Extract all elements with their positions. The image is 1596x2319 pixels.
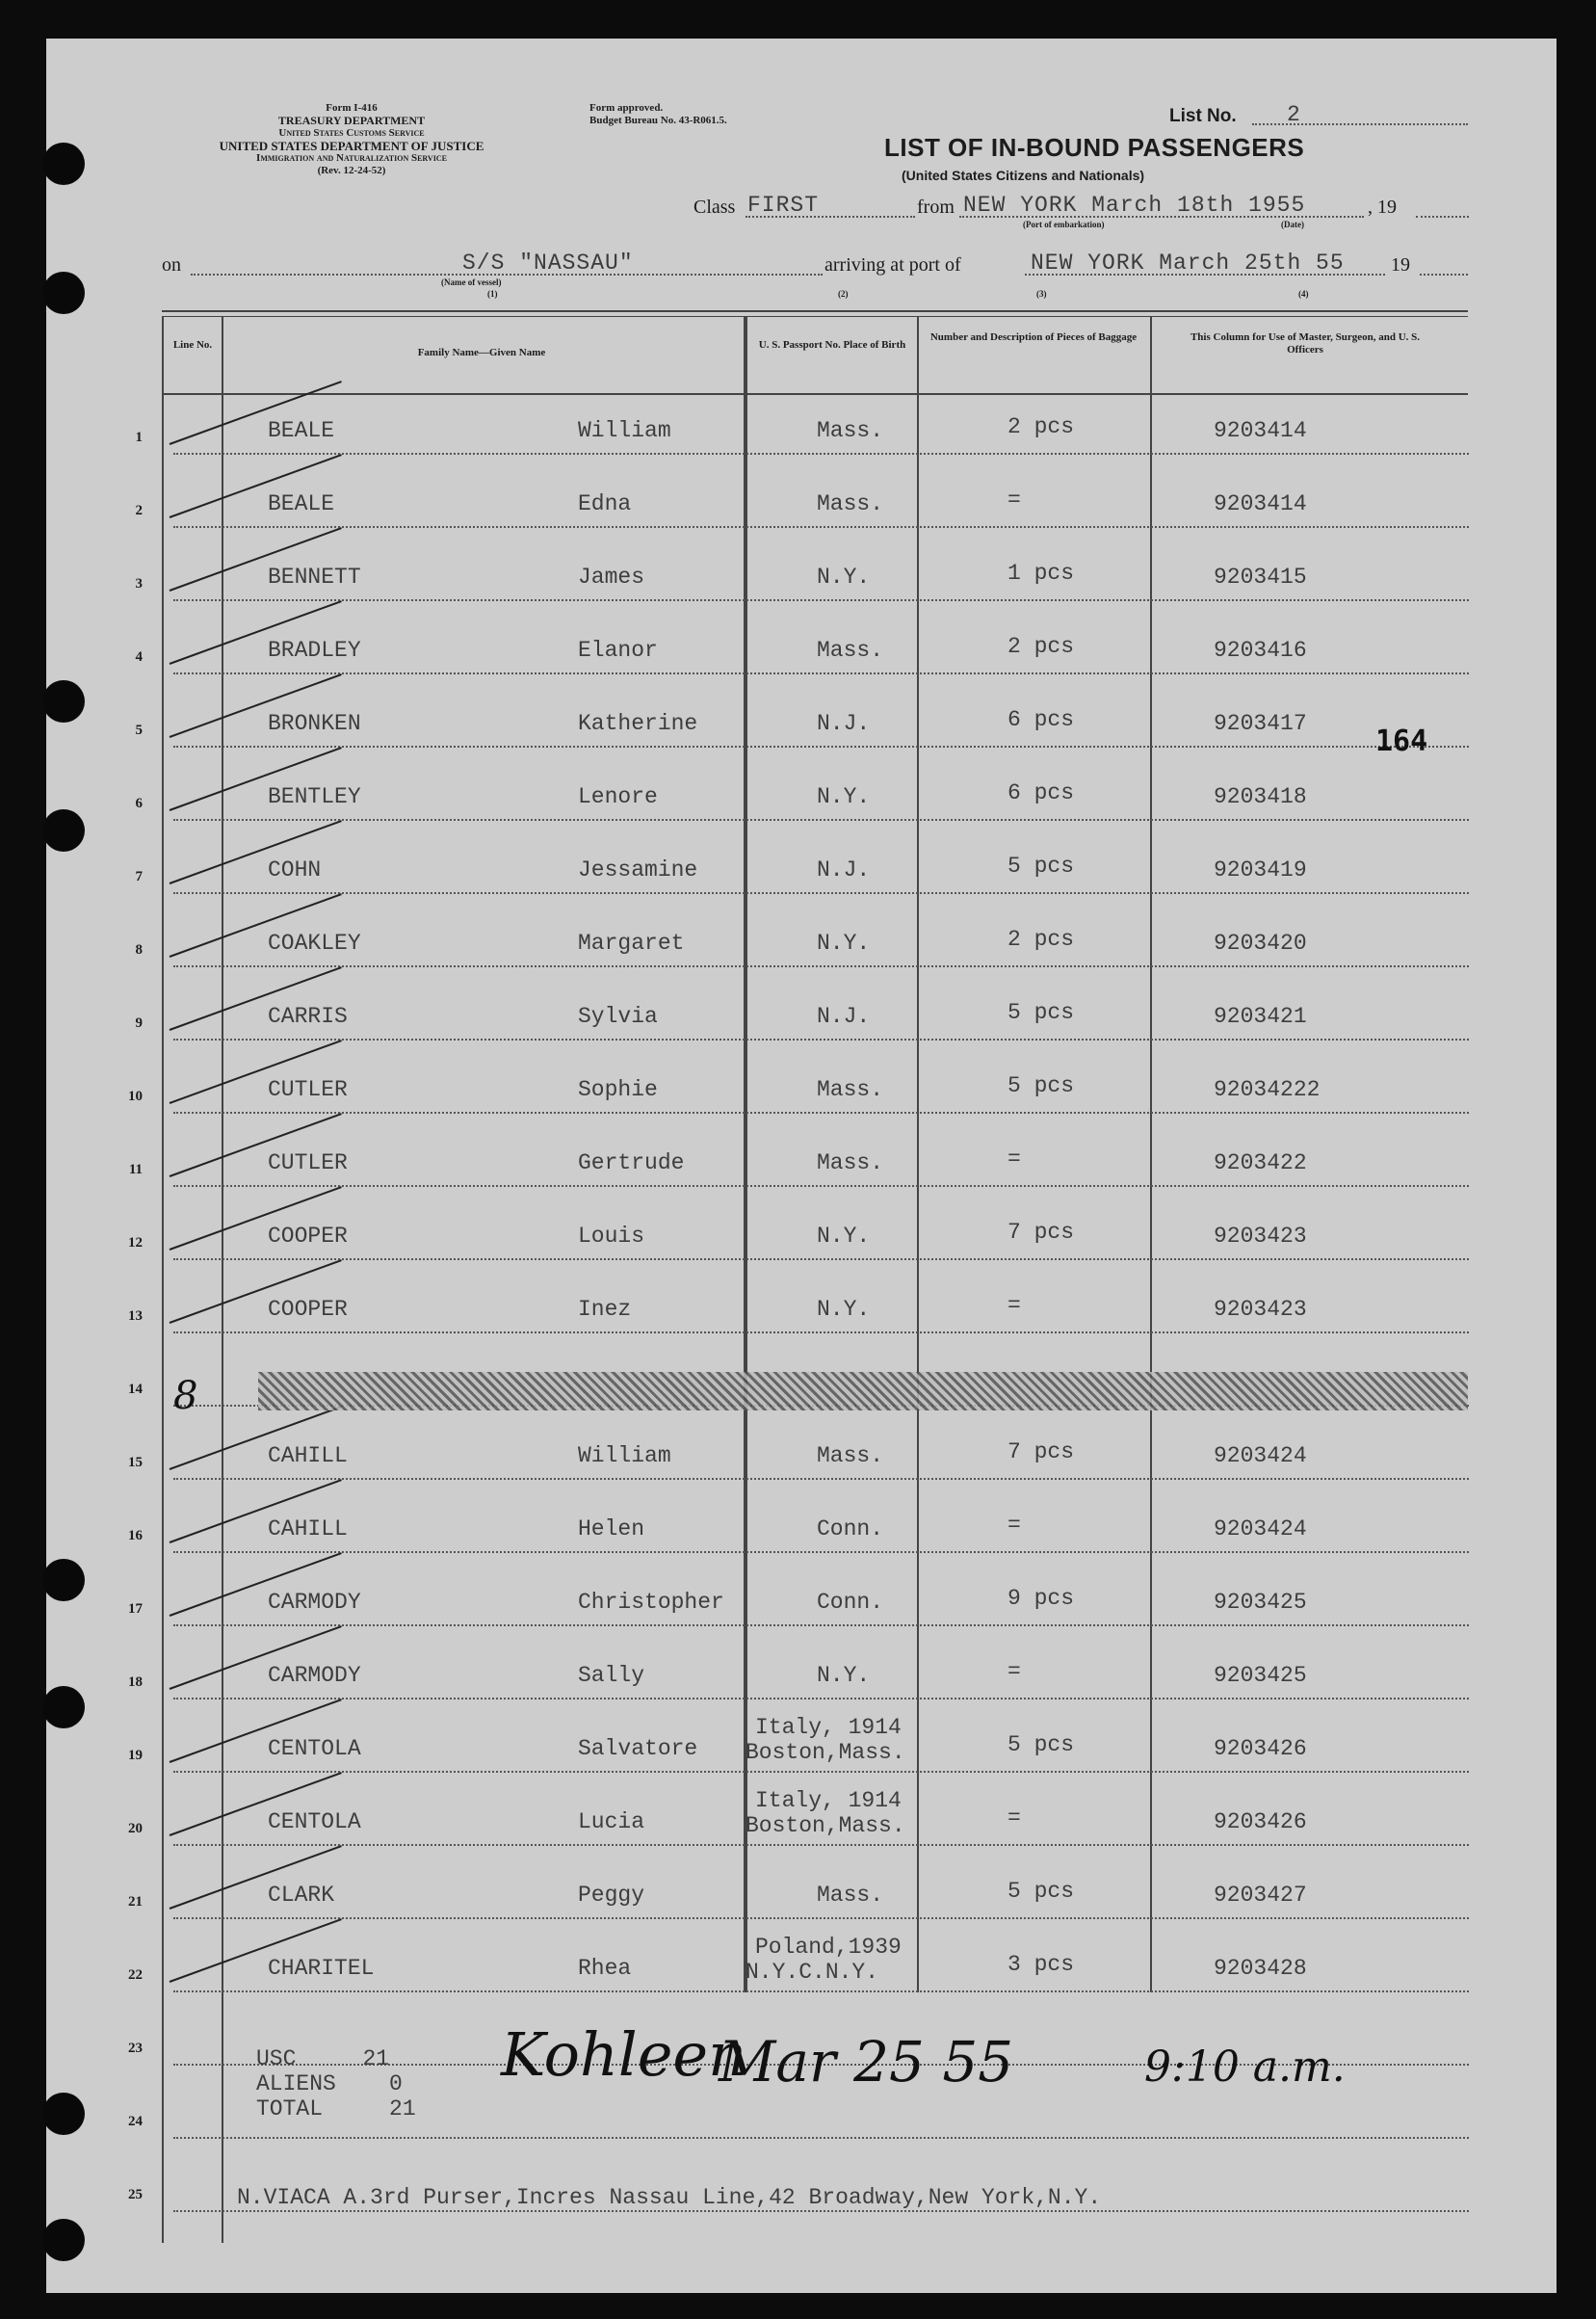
officer-number: 9203424 (1214, 1516, 1307, 1542)
table-row (0, 1197, 1510, 1270)
birth-place: N.Y. (817, 1663, 871, 1688)
birth-place: Italy, 1914 (755, 1715, 902, 1740)
row-rule (173, 1990, 1469, 1992)
given-name: Edna (578, 491, 632, 516)
baggage: 6 pcs (1007, 707, 1075, 732)
birth-place-2: Boston,Mass. (746, 1740, 905, 1765)
birth-place: Mass. (817, 1077, 884, 1102)
baggage: = (1007, 1146, 1021, 1172)
stamp-time: 9:10 a.m. (1144, 2042, 1346, 2092)
baggage: = (1007, 1659, 1021, 1684)
line-number: 22 (128, 1967, 143, 1983)
year-suffix-2: 19 (1391, 254, 1410, 276)
table-row (0, 1929, 1510, 2002)
birth-place: N.Y. (817, 565, 871, 590)
baggage: 5 pcs (1007, 1000, 1075, 1025)
line-number: 1 (135, 430, 143, 445)
birth-place: Italy, 1914 (755, 1788, 902, 1813)
officer-number: 9203423 (1214, 1224, 1307, 1249)
baggage: 9 pcs (1007, 1586, 1075, 1611)
birth-place: N.J. (817, 711, 871, 736)
line-number: 19 (128, 1748, 143, 1763)
table-row (0, 391, 1510, 464)
row-rule (173, 2137, 1469, 2139)
table-row (0, 611, 1510, 684)
stamp-date: Mar 25 55 (719, 2029, 1014, 2095)
baggage: 2 pcs (1007, 927, 1075, 952)
family-name: COOPER (268, 1297, 348, 1322)
given-name: Christopher (578, 1590, 724, 1615)
line-number: 11 (128, 1162, 143, 1177)
officer-number: 9203418 (1214, 784, 1307, 809)
col-header-officers: This Column for Use of Master, Surgeon, and U. S. Officers (1190, 331, 1421, 356)
family-name: BEALE (268, 491, 335, 516)
row-rule (173, 1112, 1469, 1114)
family-name: COAKLEY (268, 931, 361, 956)
col4-caption: (4) (1298, 289, 1309, 299)
given-name: Sally (578, 1663, 645, 1688)
officer-number: 92034222 (1214, 1077, 1321, 1102)
birth-place: N.Y. (817, 784, 871, 809)
officer-number: 9203415 (1214, 565, 1307, 590)
treasury-label: TREASURY DEPARTMENT (277, 114, 426, 127)
family-name: CHARITEL (268, 1956, 375, 1981)
family-name: CENTOLA (268, 1736, 361, 1761)
form-number: Form I-416 (326, 102, 378, 114)
row14-mark: 8 (173, 1374, 198, 1418)
given-name: James (578, 565, 645, 590)
baggage: 5 pcs (1007, 1073, 1075, 1098)
table-row (0, 1270, 1510, 1343)
line-number: 20 (128, 1821, 143, 1836)
date-caption: (Date) (1281, 220, 1304, 229)
rev-label: (Rev. 12-24-52) (317, 165, 386, 176)
class-label: Class (693, 197, 736, 218)
family-name: CLARK (268, 1883, 335, 1908)
table-row (0, 1636, 1510, 1709)
form-header-left (154, 102, 549, 177)
on-label: on (162, 254, 181, 276)
family-name: CARMODY (268, 1590, 361, 1615)
col-header-line: Line No. (172, 339, 213, 351)
row-rule (173, 1258, 1469, 1260)
officer-number: 9203423 (1214, 1297, 1307, 1322)
birth-place-2: Boston,Mass. (746, 1813, 905, 1838)
year-line (1416, 216, 1469, 218)
list-number-value: 2 (1287, 102, 1301, 127)
officer-number: 9203422 (1214, 1150, 1307, 1175)
birth-place: Conn. (817, 1516, 884, 1542)
line-number: 5 (135, 723, 143, 738)
row-rule (173, 1917, 1469, 1919)
given-name: Louis (578, 1224, 645, 1249)
row-rule (173, 1551, 1469, 1553)
line-number: 14 (128, 1382, 143, 1397)
officer-number: 9203425 (1214, 1590, 1307, 1615)
row-rule (173, 1478, 1469, 1480)
line-number: 18 (128, 1674, 143, 1690)
table-row (0, 757, 1510, 830)
struck-out-row (258, 1372, 1468, 1410)
col1-caption: (1) (487, 289, 498, 299)
arriving-label: arriving at port of (824, 254, 961, 276)
officer-number: 9203419 (1214, 857, 1307, 883)
family-name: COOPER (268, 1224, 348, 1249)
given-name: Jessamine (578, 857, 698, 883)
family-name: COHN (268, 857, 322, 883)
total-all: TOTAL 21 (256, 2096, 416, 2121)
baggage: 7 pcs (1007, 1439, 1075, 1464)
row-rule (173, 965, 1469, 967)
family-name: CUTLER (268, 1150, 348, 1175)
birth-place-2: N.Y.C.N.Y. (746, 1960, 879, 1985)
officer-number: 9203414 (1214, 418, 1307, 443)
row-rule (173, 1698, 1469, 1700)
page-title: LIST OF IN-BOUND PASSENGERS (884, 133, 1305, 162)
table-row (0, 1416, 1510, 1489)
given-name: William (578, 418, 671, 443)
table-row (0, 538, 1510, 611)
totals-block (256, 2046, 416, 2121)
officer-number: 9203427 (1214, 1883, 1307, 1908)
total-usc: USC 21 (256, 2046, 390, 2071)
row-rule (173, 746, 1469, 748)
line-number: 2 (135, 503, 143, 518)
officer-number: 9203414 (1214, 491, 1307, 516)
class-value: FIRST (747, 193, 820, 218)
family-name: CARRIS (268, 1004, 348, 1029)
line-number: 9 (135, 1015, 143, 1031)
baggage: 5 pcs (1007, 854, 1075, 879)
table-row (0, 830, 1510, 904)
given-name: Sylvia (578, 1004, 658, 1029)
table-row (0, 1709, 1510, 1782)
row-rule (173, 453, 1469, 455)
family-name: BEALE (268, 418, 335, 443)
baggage: 1 pcs (1007, 561, 1075, 586)
line-number: 6 (135, 796, 143, 811)
baggage: = (1007, 1513, 1021, 1538)
birth-place: Mass. (817, 1150, 884, 1175)
port-embark-caption: (Port of embarkation) (1023, 220, 1105, 229)
birth-place: Mass. (817, 1443, 884, 1468)
officer-number: 9203426 (1214, 1736, 1307, 1761)
table-top-rule-2 (162, 316, 1468, 317)
officer-number: 9203417 (1214, 711, 1307, 736)
birth-place: Mass. (817, 491, 884, 516)
table-row (0, 684, 1510, 757)
line-number: 13 (128, 1308, 143, 1324)
vessel-caption: (Name of vessel) (441, 277, 502, 287)
col-header-baggage: Number and Description of Pieces of Baggage (929, 331, 1138, 343)
from-label: from (917, 197, 955, 218)
officer-number: 9203425 (1214, 1663, 1307, 1688)
table-row (0, 1123, 1510, 1197)
year-suffix: , 19 (1368, 197, 1397, 218)
given-name: Helen (578, 1516, 645, 1542)
line-number: 17 (128, 1601, 143, 1617)
officer-number: 9203416 (1214, 638, 1307, 663)
baggage: 2 pcs (1007, 634, 1075, 659)
table-row (0, 904, 1510, 977)
birth-place: Conn. (817, 1590, 884, 1615)
officer-number: 9203421 (1214, 1004, 1307, 1029)
baggage: = (1007, 1293, 1021, 1318)
row-rule (173, 1771, 1469, 1773)
row-rule (173, 599, 1469, 601)
officer-number: 9203426 (1214, 1809, 1307, 1834)
table-row (0, 464, 1510, 538)
col3-caption: (3) (1036, 289, 1047, 299)
line-number: 16 (128, 1528, 143, 1543)
baggage: 3 pcs (1007, 1952, 1075, 1977)
form-approved: Form approved. Budget Bureau No. 43-R061.5. (589, 102, 727, 126)
given-name: Inez (578, 1297, 632, 1322)
row-rule (173, 672, 1469, 674)
row-rule (173, 1039, 1469, 1041)
line-number: 12 (128, 1235, 143, 1251)
purser-line: N.VIACA A.3rd Purser,Incres Nassau Line,42 Broadway,New York,N.Y. (237, 2185, 1102, 2210)
birth-place: N.J. (817, 1004, 871, 1029)
line-number: 21 (128, 1894, 143, 1910)
family-name: CUTLER (268, 1077, 348, 1102)
table-row (0, 1489, 1510, 1563)
birth-place: N.Y. (817, 1224, 871, 1249)
birth-place: Mass. (817, 418, 884, 443)
row-rule (173, 1844, 1469, 1846)
given-name: Lenore (578, 784, 658, 809)
row-rule (173, 1624, 1469, 1626)
table-row (0, 1563, 1510, 1636)
baggage: 7 pcs (1007, 1220, 1075, 1245)
line-number: 25 (128, 2187, 143, 2202)
total-aliens: ALIENS 0 (256, 2071, 403, 2096)
birth-place: N.Y. (817, 1297, 871, 1322)
table-row (0, 1782, 1510, 1856)
row-rule (173, 1331, 1469, 1333)
officer-number: 9203428 (1214, 1956, 1307, 1981)
from-value: NEW YORK March 18th 1955 (963, 193, 1306, 218)
given-name: Gertrude (578, 1150, 685, 1175)
row-rule (173, 819, 1469, 821)
signature: Kohleen (501, 2019, 747, 2090)
baggage: 5 pcs (1007, 1879, 1075, 1904)
vessel-value: S/S "NASSAU" (462, 250, 634, 276)
arriving-value: NEW YORK March 25th 55 (1031, 250, 1345, 276)
binder-hole (42, 143, 85, 185)
binder-hole (42, 272, 85, 314)
given-name: Margaret (578, 931, 685, 956)
line-number: 10 (128, 1089, 143, 1104)
binder-hole (42, 2219, 85, 2261)
family-name: BENTLEY (268, 784, 361, 809)
row-rule (173, 892, 1469, 894)
page-subtitle: (United States Citizens and Nationals) (902, 168, 1145, 183)
given-name: Peggy (578, 1883, 645, 1908)
birth-place: N.J. (817, 857, 871, 883)
table-top-rule (162, 310, 1468, 312)
family-name: CAHILL (268, 1516, 348, 1542)
birth-place: Poland,1939 (755, 1935, 902, 1960)
year-line-2 (1420, 274, 1468, 276)
ins-label: Immigration and Naturalization Service (256, 152, 447, 164)
line-number: 15 (128, 1455, 143, 1470)
birth-place: Mass. (817, 1883, 884, 1908)
given-name: Salvatore (578, 1736, 698, 1761)
family-name: CENTOLA (268, 1809, 361, 1834)
page-number: 164 (1375, 725, 1428, 758)
list-number-line (1252, 123, 1468, 125)
row-rule (173, 1185, 1469, 1187)
given-name: Sophie (578, 1077, 658, 1102)
baggage: = (1007, 1805, 1021, 1831)
table-row (0, 1856, 1510, 1929)
given-name: Katherine (578, 711, 698, 736)
given-name: William (578, 1443, 671, 1468)
row-rule (173, 2210, 1469, 2212)
family-name: BRONKEN (268, 711, 361, 736)
baggage: 5 pcs (1007, 1732, 1075, 1757)
officer-number: 9203424 (1214, 1443, 1307, 1468)
family-name: CAHILL (268, 1443, 348, 1468)
col-header-passport: U. S. Passport No. Place of Birth (758, 339, 906, 351)
birth-place: N.Y. (817, 931, 871, 956)
given-name: Rhea (578, 1956, 632, 1981)
line-number: 8 (135, 942, 143, 958)
row-rule (173, 526, 1469, 528)
line-number: 3 (135, 576, 143, 592)
officer-number: 9203420 (1214, 931, 1307, 956)
given-name: Lucia (578, 1809, 645, 1834)
birth-place: Mass. (817, 638, 884, 663)
line-number: 4 (135, 649, 143, 665)
line-number: 23 (128, 2041, 143, 2056)
list-number-label: List No. (1169, 106, 1237, 126)
table-row (0, 977, 1510, 1050)
line-number: 24 (128, 2114, 143, 2129)
baggage: 2 pcs (1007, 414, 1075, 439)
baggage: 6 pcs (1007, 780, 1075, 805)
table-row (0, 1050, 1510, 1123)
baggage: = (1007, 488, 1021, 513)
family-name: BRADLEY (268, 638, 361, 663)
col2-caption: (2) (838, 289, 849, 299)
family-name: CARMODY (268, 1663, 361, 1688)
family-name: BENNETT (268, 565, 361, 590)
customs-label: United States Customs Service (278, 127, 425, 139)
given-name: Elanor (578, 638, 658, 663)
justice-label: UNITED STATES DEPARTMENT OF JUSTICE (219, 139, 484, 153)
line-number: 7 (135, 869, 143, 884)
col-header-name: Family Name—Given Name (417, 347, 546, 358)
